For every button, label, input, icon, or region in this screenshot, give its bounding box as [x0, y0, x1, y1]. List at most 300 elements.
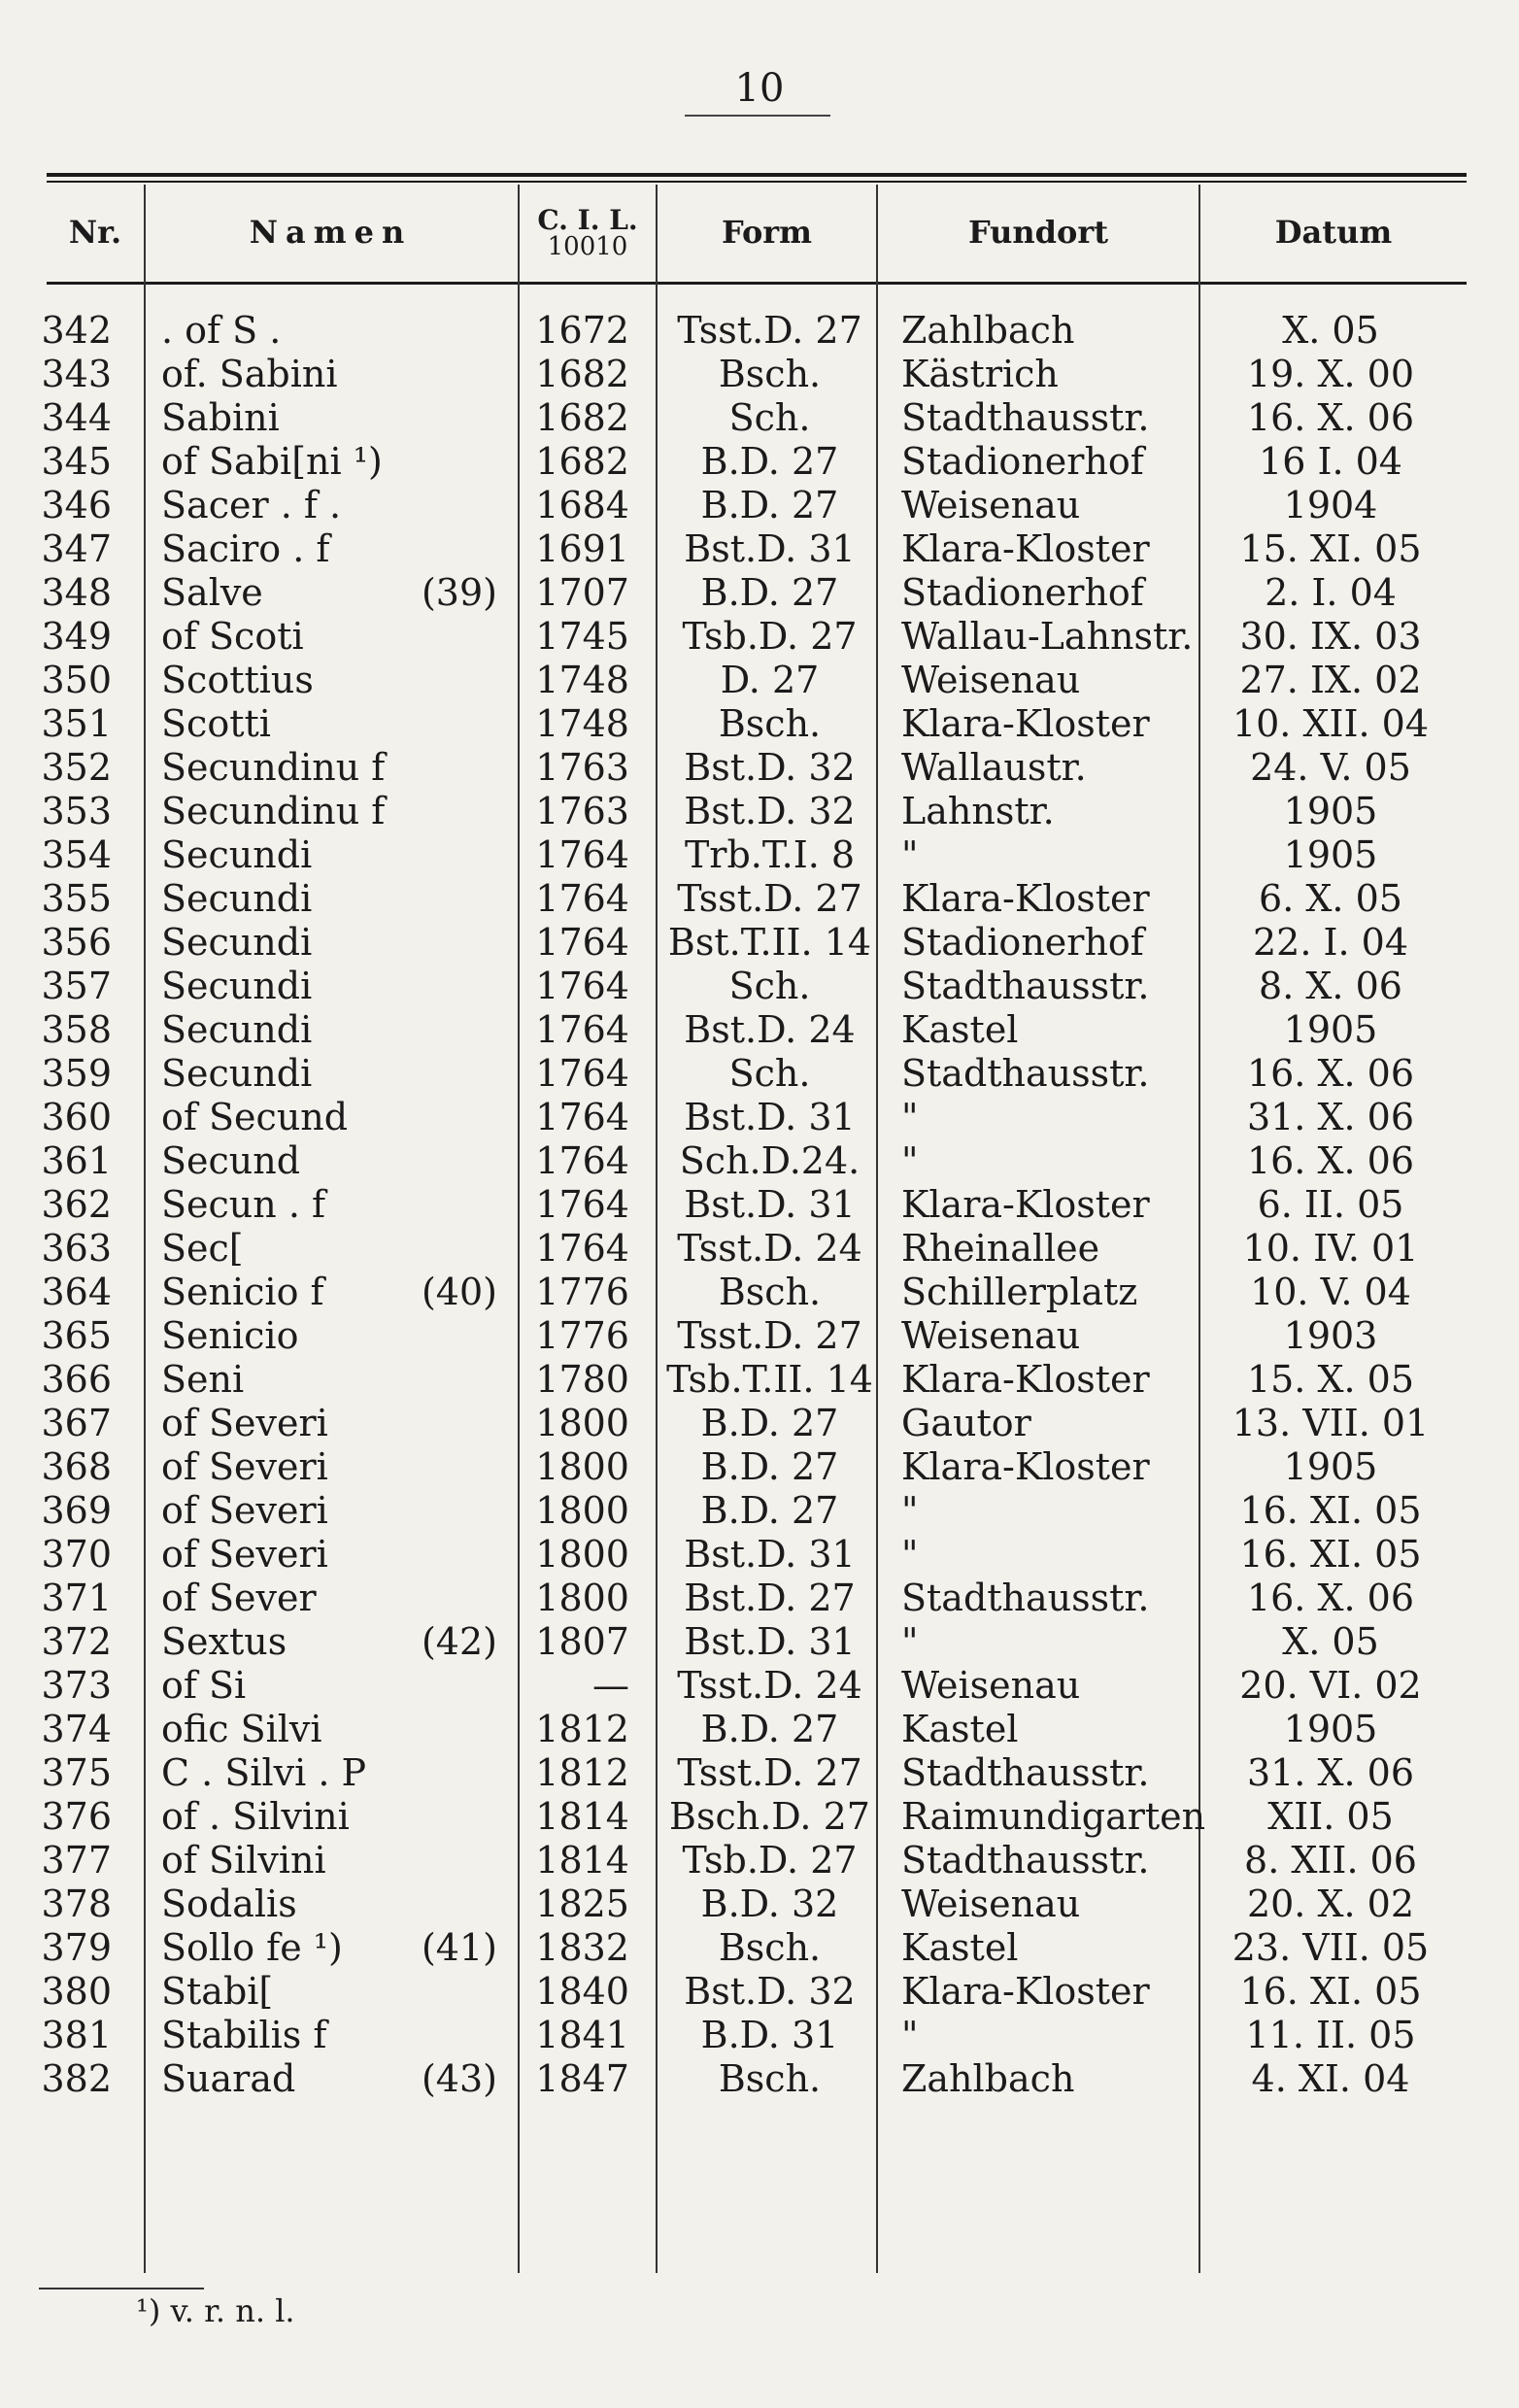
cell-name: Sabini: [161, 396, 280, 439]
cell-fundort: ": [901, 1096, 919, 1138]
table-row: [0, 659, 1519, 702]
table-row: [0, 965, 1519, 1008]
cell-cil: 1764: [535, 965, 629, 1007]
cell-name: of Si: [161, 1664, 247, 1707]
cell-form: Bsch.: [718, 1271, 822, 1313]
cell-datum: 1905: [1283, 1445, 1378, 1488]
cell-fundort: Stadthausstr.: [901, 965, 1150, 1007]
cell-datum: 1905: [1283, 790, 1378, 832]
cell-nr: 371: [41, 1577, 112, 1619]
table-row: [0, 309, 1519, 353]
table-row: [0, 1008, 1519, 1052]
cell-datum: 10. IV. 01: [1242, 1227, 1419, 1270]
header-form: Form: [721, 214, 813, 252]
cell-fundort: Klara-Kloster: [901, 527, 1150, 570]
cell-nr: 346: [41, 484, 112, 526]
cell-form: Bsch.: [718, 2057, 822, 2100]
cell-datum: 4. XI. 04: [1251, 2057, 1410, 2100]
cell-name: ofic Silvi: [161, 1708, 322, 1750]
cell-datum: 10. XII. 04: [1232, 702, 1430, 745]
cell-fundort: Klara-Kloster: [901, 1358, 1150, 1401]
table-row: [0, 921, 1519, 965]
cell-note: (40): [421, 1271, 497, 1313]
cell-cil: 1825: [535, 1882, 629, 1925]
cell-form: Bst.D. 31: [684, 1096, 856, 1138]
cell-nr: 378: [41, 1882, 112, 1925]
cell-fundort: Zahlbach: [901, 309, 1075, 352]
table-row: [0, 746, 1519, 790]
table-row: [0, 1620, 1519, 1664]
cell-name: C . Silvi . P: [161, 1751, 367, 1794]
cell-cil: 1682: [535, 440, 629, 483]
cell-cil: 1682: [535, 396, 629, 439]
cell-name: of Severi: [161, 1489, 328, 1532]
cell-name: Secundinu f: [161, 746, 386, 789]
cell-name: of Silvini: [161, 1839, 326, 1882]
cell-cil: 1764: [535, 833, 629, 876]
cell-fundort: ": [901, 2014, 919, 2056]
cell-cil: 1763: [535, 790, 629, 832]
cell-datum: 24. V. 05: [1250, 746, 1411, 789]
cell-datum: 1903: [1283, 1314, 1378, 1357]
cell-name: Secundi: [161, 877, 313, 920]
cell-cil: 1832: [535, 1926, 629, 1969]
cell-name: of Sabi[ni ¹): [161, 440, 383, 483]
cell-nr: 342: [41, 309, 112, 352]
header-cil-sub: 10010: [547, 232, 628, 262]
cell-name: of . Silvini: [161, 1795, 350, 1838]
cell-cil: 1764: [535, 1052, 629, 1095]
cell-nr: 382: [41, 2057, 112, 2100]
cell-cil: 1800: [535, 1533, 629, 1576]
cell-form: Bsch.: [718, 353, 822, 395]
cell-nr: 356: [41, 921, 112, 964]
cell-cil: 1800: [535, 1402, 629, 1444]
cell-nr: 377: [41, 1839, 112, 1882]
cell-cil: 1764: [535, 877, 629, 920]
cell-datum: 23. VII. 05: [1232, 1926, 1430, 1969]
table-row: [0, 353, 1519, 396]
cell-cil: 1672: [535, 309, 629, 352]
table-row: [0, 1882, 1519, 1926]
table-row: [0, 1314, 1519, 1358]
cell-nr: 368: [41, 1445, 112, 1488]
table-row: [0, 2014, 1519, 2057]
cell-note: (41): [421, 1926, 497, 1969]
cell-name: Sextus: [161, 1620, 287, 1663]
cell-cil: 1745: [535, 615, 629, 658]
cell-name: . of S .: [161, 309, 282, 352]
cell-nr: 379: [41, 1926, 112, 1969]
cell-datum: 19. X. 00: [1246, 353, 1415, 395]
cell-fundort: Klara-Kloster: [901, 1970, 1150, 2013]
cell-form: Bst.D. 24: [684, 1008, 856, 1051]
cell-fundort: Stadthausstr.: [901, 396, 1150, 439]
cell-nr: 372: [41, 1620, 112, 1663]
cell-name: Senicio f: [161, 1271, 324, 1313]
cell-datum: 13. VII. 01: [1232, 1402, 1430, 1444]
cell-datum: 6. X. 05: [1259, 877, 1402, 920]
cell-form: Bst.D. 27: [684, 1577, 856, 1619]
cell-nr: 343: [41, 353, 112, 395]
cell-fundort: ": [901, 1533, 919, 1576]
footnote: ¹) v. r. n. l.: [136, 2292, 295, 2329]
cell-nr: 365: [41, 1314, 112, 1357]
cell-fundort: Kastel: [901, 1926, 1019, 1969]
cell-name: of Scoti: [161, 615, 304, 658]
cell-nr: 376: [41, 1795, 112, 1838]
cell-cil: 1780: [535, 1358, 629, 1401]
cell-datum: 1905: [1283, 833, 1378, 876]
table-row: [0, 1795, 1519, 1839]
table-row: [0, 1533, 1519, 1577]
cell-datum: 16. XI. 05: [1239, 1970, 1422, 2013]
cell-cil: 1841: [535, 2014, 629, 2056]
cell-name: Sollo fe ¹): [161, 1926, 343, 1969]
cell-form: D. 27: [720, 659, 820, 701]
table-row: [0, 1839, 1519, 1882]
cell-nr: 360: [41, 1096, 112, 1138]
cell-name: Sec[: [161, 1227, 244, 1270]
cell-form: Bst.D. 31: [684, 527, 856, 570]
cell-nr: 370: [41, 1533, 112, 1576]
table-row: [0, 1183, 1519, 1227]
cell-nr: 374: [41, 1708, 112, 1750]
cell-nr: 373: [41, 1664, 112, 1707]
cell-fundort: Weisenau: [901, 484, 1081, 526]
table-row: [0, 1708, 1519, 1751]
cell-name: Secundi: [161, 833, 313, 876]
cell-name: Scottius: [161, 659, 314, 701]
cell-datum: 11. II. 05: [1245, 2014, 1416, 2056]
cell-datum: 16. X. 06: [1246, 1052, 1415, 1095]
cell-datum: 20. X. 02: [1246, 1882, 1415, 1925]
cell-nr: 367: [41, 1402, 112, 1444]
cell-datum: 16. X. 06: [1246, 1577, 1415, 1619]
cell-datum: 16. XI. 05: [1239, 1489, 1422, 1532]
cell-datum: 27. IX. 02: [1239, 659, 1422, 701]
cell-form: Bst.D. 31: [684, 1533, 856, 1576]
cell-nr: 344: [41, 396, 112, 439]
cell-form: B.D. 27: [700, 484, 839, 526]
cell-datum: 30. IX. 03: [1239, 615, 1422, 658]
cell-fundort: Gautor: [901, 1402, 1031, 1444]
cell-form: Bst.D. 31: [684, 1183, 856, 1226]
table-row: [0, 1577, 1519, 1620]
cell-fundort: Kastel: [901, 1708, 1019, 1750]
cell-form: Bst.D. 32: [684, 1970, 856, 2013]
cell-name: Stabilis f: [161, 2014, 327, 2056]
cell-cil: 1807: [535, 1620, 629, 1663]
cell-form: Sch.: [728, 1052, 811, 1095]
header-datum: Datum: [1274, 214, 1393, 252]
cell-note: (43): [421, 2057, 497, 2100]
cell-nr: 349: [41, 615, 112, 658]
cell-datum: 8. X. 06: [1259, 965, 1402, 1007]
cell-name: of Severi: [161, 1445, 328, 1488]
table-row: [0, 1489, 1519, 1533]
cell-form: Trb.T.I. 8: [684, 833, 856, 876]
cell-note: (39): [421, 571, 497, 614]
cell-name: of Sever: [161, 1577, 317, 1619]
cell-cil: 1800: [535, 1577, 629, 1619]
cell-name: Secundi: [161, 921, 313, 964]
cell-name: Seni: [161, 1358, 245, 1401]
cell-fundort: Stadionerhof: [901, 921, 1144, 964]
cell-name: Stabi[: [161, 1970, 274, 2013]
cell-form: B.D. 27: [700, 1445, 839, 1488]
cell-datum: 16 I. 04: [1259, 440, 1402, 483]
cell-cil: 1684: [535, 484, 629, 526]
cell-fundort: Wallaustr.: [901, 746, 1087, 789]
cell-name: Secund: [161, 1139, 301, 1182]
cell-datum: 31. X. 06: [1246, 1096, 1415, 1138]
table-row: [0, 877, 1519, 921]
cell-fundort: Weisenau: [901, 659, 1081, 701]
cell-form: B.D. 27: [700, 1708, 839, 1750]
cell-cil: 1691: [535, 527, 629, 570]
cell-form: Tsst.D. 27: [677, 1314, 862, 1357]
cell-fundort: ": [901, 1489, 919, 1532]
cell-fundort: Klara-Kloster: [901, 1183, 1150, 1226]
cell-cil: 1748: [535, 659, 629, 701]
cell-datum: 31. X. 06: [1246, 1751, 1415, 1794]
cell-form: B.D. 31: [700, 2014, 839, 2056]
cell-nr: 348: [41, 571, 112, 614]
cell-fundort: Klara-Kloster: [901, 877, 1150, 920]
cell-form: Bst.T.II. 14: [667, 921, 872, 964]
cell-form: Tsst.D. 27: [677, 309, 862, 352]
cell-nr: 363: [41, 1227, 112, 1270]
table-top-rule: [47, 173, 1467, 177]
cell-cil: 1814: [535, 1795, 629, 1838]
cell-form: Sch.D.24.: [679, 1139, 861, 1182]
table-row: [0, 1664, 1519, 1708]
cell-datum: 20. VI. 02: [1239, 1664, 1422, 1707]
page-number-rule: [685, 115, 830, 117]
cell-name: Senicio: [161, 1314, 299, 1357]
cell-nr: 361: [41, 1139, 112, 1182]
header-fundort: Fundort: [967, 214, 1109, 252]
table-row: [0, 440, 1519, 484]
cell-datum: 22. I. 04: [1252, 921, 1409, 964]
cell-datum: 16. X. 06: [1246, 1139, 1415, 1182]
table-row: [0, 1271, 1519, 1314]
cell-form: Bst.D. 32: [684, 746, 856, 789]
table-row: [0, 702, 1519, 746]
cell-cil: 1812: [535, 1708, 629, 1750]
cell-fundort: Stadthausstr.: [901, 1839, 1150, 1882]
table-row: [0, 1096, 1519, 1139]
cell-fundort: Weisenau: [901, 1664, 1081, 1707]
cell-nr: 345: [41, 440, 112, 483]
cell-cil: 1814: [535, 1839, 629, 1882]
cell-name: Sacer . f .: [161, 484, 342, 526]
cell-datum: 8. XII. 06: [1244, 1839, 1417, 1882]
cell-form: Bsch.: [718, 1926, 822, 1969]
cell-form: Sch.: [728, 965, 811, 1007]
cell-name: Secun . f: [161, 1183, 326, 1226]
cell-fundort: Wallau-Lahnstr.: [901, 615, 1194, 658]
cell-cil: 1776: [535, 1314, 629, 1357]
cell-nr: 366: [41, 1358, 112, 1401]
cell-cil: 1840: [535, 1970, 629, 2013]
cell-nr: 357: [41, 965, 112, 1007]
cell-form: Bst.D. 32: [684, 790, 856, 832]
table-row: [0, 2057, 1519, 2101]
cell-name: Saciro . f: [161, 527, 330, 570]
cell-datum: X. 05: [1282, 1620, 1379, 1663]
cell-nr: 358: [41, 1008, 112, 1051]
table-row: [0, 790, 1519, 833]
cell-datum: 10. V. 04: [1250, 1271, 1411, 1313]
cell-fundort: Raimundigarten: [901, 1795, 1206, 1838]
cell-nr: 353: [41, 790, 112, 832]
cell-fundort: Kästrich: [901, 353, 1059, 395]
cell-fundort: ": [901, 1139, 919, 1182]
cell-form: B.D. 27: [700, 571, 839, 614]
table-row: [0, 1402, 1519, 1445]
cell-fundort: Klara-Kloster: [901, 1445, 1150, 1488]
header-bottom-rule: [47, 282, 1467, 285]
cell-nr: 375: [41, 1751, 112, 1794]
cell-nr: 354: [41, 833, 112, 876]
cell-nr: 355: [41, 877, 112, 920]
table-row: [0, 1227, 1519, 1271]
cell-nr: 347: [41, 527, 112, 570]
cell-name: of Secund: [161, 1096, 349, 1138]
cell-form: B.D. 27: [700, 1402, 839, 1444]
cell-datum: 1905: [1283, 1008, 1378, 1051]
cell-nr: 381: [41, 2014, 112, 2056]
table-row: [0, 1926, 1519, 1970]
cell-form: Tsst.D. 24: [677, 1227, 862, 1270]
cell-cil: 1764: [535, 1139, 629, 1182]
cell-datum: XII. 05: [1267, 1795, 1394, 1838]
cell-nr: 351: [41, 702, 112, 745]
cell-cil: 1707: [535, 571, 629, 614]
cell-fundort: Lahnstr.: [901, 790, 1055, 832]
header-namen: Namen: [249, 214, 413, 252]
cell-name: of. Sabini: [161, 353, 338, 395]
cell-form: Tsst.D. 24: [677, 1664, 862, 1707]
cell-fundort: Weisenau: [901, 1882, 1081, 1925]
cell-form: B.D. 27: [700, 440, 839, 483]
cell-datum: X. 05: [1282, 309, 1379, 352]
cell-name: Scotti: [161, 702, 271, 745]
cell-cil: 1847: [535, 2057, 629, 2100]
cell-fundort: Weisenau: [901, 1314, 1081, 1357]
cell-fundort: Stadthausstr.: [901, 1751, 1150, 1794]
cell-cil: 1764: [535, 1227, 629, 1270]
cell-form: Bst.D. 31: [684, 1620, 856, 1663]
cell-nr: 359: [41, 1052, 112, 1095]
cell-datum: 16. X. 06: [1246, 396, 1415, 439]
cell-fundort: Zahlbach: [901, 2057, 1075, 2100]
cell-fundort: Stadionerhof: [901, 440, 1144, 483]
footnote-rule: [39, 2288, 204, 2289]
cell-form: Bsch.: [718, 702, 822, 745]
cell-cil: 1800: [535, 1489, 629, 1532]
cell-nr: 380: [41, 1970, 112, 2013]
table-row: [0, 571, 1519, 615]
table-row: [0, 1358, 1519, 1402]
cell-datum: 15. X. 05: [1246, 1358, 1415, 1401]
cell-cil: 1764: [535, 921, 629, 964]
cell-cil: 1764: [535, 1008, 629, 1051]
cell-datum: 1905: [1283, 1708, 1378, 1750]
header-cil-label: C. I. L.: [537, 203, 638, 236]
table-row: [0, 1445, 1519, 1489]
cell-cil: 1764: [535, 1183, 629, 1226]
cell-cil: —: [592, 1664, 629, 1707]
cell-nr: 350: [41, 659, 112, 701]
cell-cil: 1682: [535, 353, 629, 395]
cell-form: B.D. 27: [700, 1489, 839, 1532]
cell-datum: 15. XI. 05: [1239, 527, 1422, 570]
cell-cil: 1764: [535, 1096, 629, 1138]
table-row: [0, 396, 1519, 440]
cell-form: B.D. 32: [700, 1882, 839, 1925]
cell-cil: 1800: [535, 1445, 629, 1488]
cell-fundort: Kastel: [901, 1008, 1019, 1051]
cell-fundort: Schillerplatz: [901, 1271, 1138, 1313]
cell-form: Tsst.D. 27: [677, 1751, 862, 1794]
cell-name: Secundinu f: [161, 790, 386, 832]
cell-datum: 16. XI. 05: [1239, 1533, 1422, 1576]
cell-fundort: Rheinallee: [901, 1227, 1100, 1270]
cell-name: of Severi: [161, 1533, 328, 1576]
table-row: [0, 1751, 1519, 1795]
cell-name: Secundi: [161, 965, 313, 1007]
cell-fundort: Klara-Kloster: [901, 702, 1150, 745]
cell-nr: 369: [41, 1489, 112, 1532]
table-row: [0, 527, 1519, 571]
header-cil: [520, 185, 656, 282]
cell-note: (42): [421, 1620, 497, 1663]
cell-fundort: Stadthausstr.: [901, 1052, 1150, 1095]
cell-nr: 362: [41, 1183, 112, 1226]
table-row: [0, 1052, 1519, 1096]
header-nr: Nr.: [68, 214, 122, 252]
table-row: [0, 1970, 1519, 2014]
cell-cil: 1763: [535, 746, 629, 789]
cell-datum: 6. II. 05: [1257, 1183, 1404, 1226]
cell-datum: 2. I. 04: [1265, 571, 1397, 614]
table-row: [0, 1139, 1519, 1183]
cell-name: Suarad: [161, 2057, 296, 2100]
cell-name: Secundi: [161, 1008, 313, 1051]
cell-cil: 1776: [535, 1271, 629, 1313]
cell-name: Sodalis: [161, 1882, 297, 1925]
cell-form: Tsst.D. 27: [677, 877, 862, 920]
table-row: [0, 484, 1519, 527]
cell-fundort: ": [901, 833, 919, 876]
page-number: 10: [734, 66, 785, 111]
cell-form: Tsb.T.II. 14: [666, 1358, 873, 1401]
table-top-rule-thin: [47, 181, 1467, 183]
table-row: [0, 833, 1519, 877]
cell-form: Bsch.D. 27: [669, 1795, 870, 1838]
cell-nr: 364: [41, 1271, 112, 1313]
cell-cil: 1748: [535, 702, 629, 745]
cell-fundort: ": [901, 1620, 919, 1663]
cell-fundort: Stadionerhof: [901, 571, 1144, 614]
cell-form: Tsb.D. 27: [682, 1839, 858, 1882]
cell-name: Secundi: [161, 1052, 313, 1095]
cell-form: Tsb.D. 27: [682, 615, 858, 658]
cell-fundort: Stadthausstr.: [901, 1577, 1150, 1619]
